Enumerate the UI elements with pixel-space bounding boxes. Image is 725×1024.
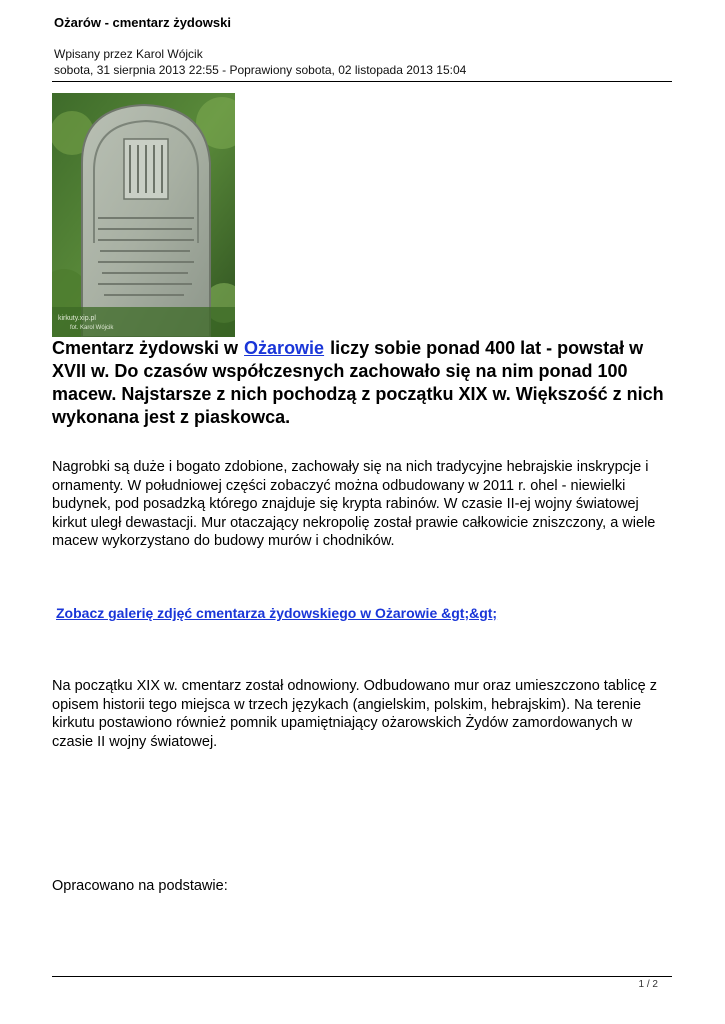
paragraph-renovation: Na początku XIX w. cmentarz został odnowiony. Odbudowano mur oraz umieszczono tablicę z opisem historii tego miejsca w trzech językach (angielskim, polskim, hebrajskim). Na terenie kirkutu postawiono również pomnik upamiętniający ożarowskich Żydów zamordowanych w czasie II wojny światowej. [52, 678, 657, 750]
footer-divider [52, 976, 672, 977]
paragraph-tombstones: Nagrobki są duże i bogato zdobione, zachowały się na nich tradycyjne hebrajskie inskrypcje i ornamenty. W południowej części zobaczyć można odbudowany w 2011 r. ohel - niewielki budynek, pod posadzką którego znajduje się krypta rabinów. W czasie II-ej wojny światowej kirkut uległ dewastacji. Mur otaczający nekropolię został prawie całkowicie zniszczony, a wiele macew wykorzystano do budowy murów i chodników. [52, 459, 656, 550]
page-number: 1 / 2 [638, 979, 658, 990]
photo-watermark-line2: fot. Karol Wójcik [70, 325, 114, 331]
page-title: Ożarów - cmentarz żydowski [54, 15, 231, 30]
paragraph-sources: Opracowano na podstawie: [52, 878, 228, 894]
lead-paragraph [52, 337, 672, 429]
date-line: sobota, 31 sierpnia 2013 22:55 - Poprawiony sobota, 02 listopada 2013 15:04 [54, 63, 467, 77]
gallery-link[interactable]: Zobacz galerię zdjęć cmentarza żydowskiego w Ożarowie &gt;&gt; [56, 605, 498, 621]
header-divider [52, 81, 672, 82]
article-meta [54, 46, 466, 78]
lead-text-before: Cmentarz żydowski w [52, 338, 239, 358]
tombstone-photo [52, 93, 235, 337]
lead-text-after: liczy sobie ponad 400 lat - powstał w XVII w. Do czasów współczesnych zachowało się na nim ponad 100 macew. Najstarsze z nich pochodzą z początku XIX w. Większość z nich wykonana jest z piaskowca. [52, 338, 664, 427]
photo-watermark-line1: kirkuty.xip.pl [58, 315, 96, 322]
author-line: Wpisany przez Karol Wójcik [54, 47, 203, 61]
ozarow-link[interactable]: Ożarowie [244, 338, 325, 358]
